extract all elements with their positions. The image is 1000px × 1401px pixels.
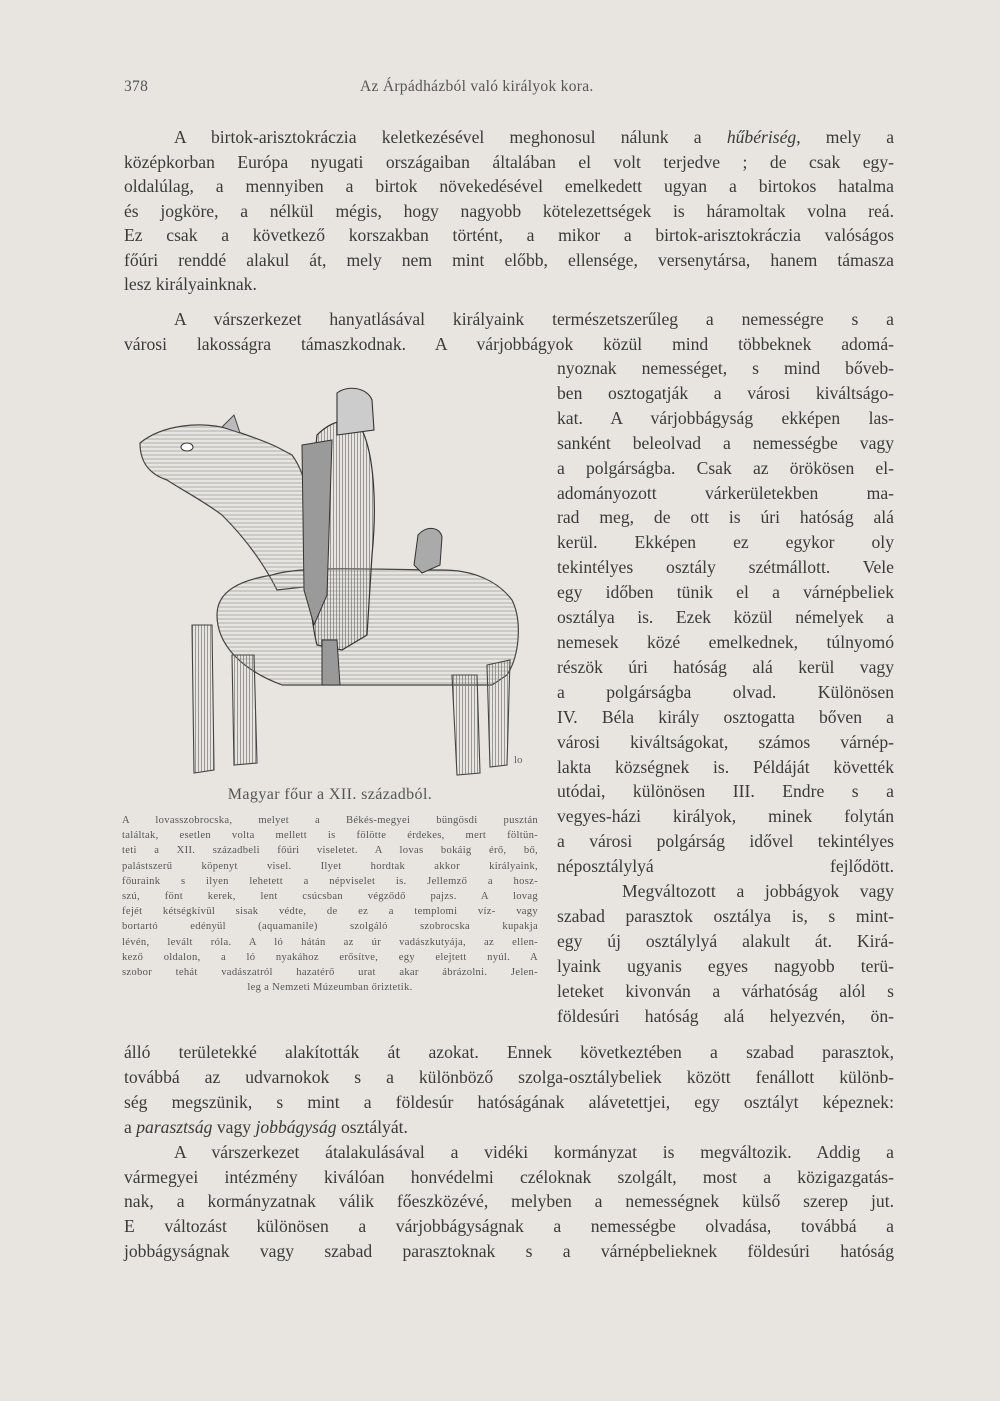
text-line: nak, a kormányzatnak válik főeszközévé, melyben a nemességnek külső szerep jut. xyxy=(124,1191,894,1212)
running-title: Az Árpádházból való királyok kora. xyxy=(360,78,594,95)
caption-line: kező oldalon, a ló nyakához erősítve, egy elejtett nyúl. A xyxy=(122,951,538,963)
text-line: földesúri hatóság alá helyezvén, ön- xyxy=(557,1005,894,1026)
text-line: A birtok-arisztokráczia keletkezésével meghonosul nálunk a hűbériség, mely a xyxy=(174,127,894,147)
text-line: néposztálylyá fejlődött. xyxy=(557,856,894,877)
artist-mark: lo xyxy=(514,754,523,766)
text-line: középkorban Európa nyugati országaiban általában el volt terjedve ; de csak egy- xyxy=(124,151,894,172)
horse-leg-hind-right xyxy=(487,660,510,767)
text-line: vegyes-házi királyok, minek folytán xyxy=(557,806,894,827)
italic-term-parasztsag: parasztság xyxy=(136,1116,213,1137)
text-line: lyaink ugyanis egyes nagyobb terü- xyxy=(557,955,894,976)
text-line: Ez csak a következő korszakban történt, a mikor a birtok-arisztokráczia valóságos xyxy=(124,225,894,245)
text-line: ség megszünik, s mint a földesúr hatóságának alávetettjei, egy osztályt képeznek: xyxy=(124,1091,894,1112)
hound-figure xyxy=(414,528,442,573)
text-line: a polgárságba olvad. Különösen xyxy=(557,681,894,702)
illustration-horseman-statuette xyxy=(122,385,534,785)
text-line: a polgárságba. Csak az örökösen el- xyxy=(557,457,894,478)
caption-line: A lovasszobrocska, melyet a Békés-megyei büngösdi pusztán xyxy=(122,815,538,826)
bottom-text-block xyxy=(124,1040,894,1264)
paragraph-feudalism xyxy=(124,125,894,297)
text-line: egy új osztálylyá alakult át. Kirá- xyxy=(557,930,894,951)
text-line: osztálya is. Ezek közül némelyek a xyxy=(557,607,894,628)
text-line: E változást különösen a várjobbágyságnak a nemességbe olvadása, továbbá a xyxy=(124,1216,894,1237)
text-line: vármegyei intézmény kiválóan honvédelmi czéloknak szolgált, most a közigazgatás- xyxy=(124,1166,894,1187)
text-line: részök úri hatóság alá kerül vagy xyxy=(557,656,894,677)
text-line: főúri renddé alakul át, mely nem mint előbb, ellensége, versenytársa, hanem támasza xyxy=(124,249,894,270)
text-line: továbbá az udvarnokok s a különböző szolga-osztálybeliek között fenállott különb- xyxy=(124,1066,894,1087)
horseman-statuette-drawing xyxy=(122,385,534,785)
horse-leg-front-left xyxy=(192,625,214,773)
text-line: utódai, különösen III. Endre s a xyxy=(557,781,894,802)
text-line: IV. Béla király osztogatta bőven a xyxy=(557,706,894,727)
text-line: városi kiváltságokat, számos várnép- xyxy=(557,731,894,752)
text-line: Megváltozott a jobbágyok vagy xyxy=(622,881,894,902)
text-line: a városi polgárság idővel tekintélyes xyxy=(557,831,894,852)
horse-leg-front-right xyxy=(232,655,257,765)
text-line: tekintélyes osztály szétmállott. Vele xyxy=(557,557,894,578)
text-line: kerül. Ekképen ez egykor oly xyxy=(557,532,894,553)
italic-term-hubeiseg: hűbériség xyxy=(726,127,797,147)
text-line: szabad parasztok osztálya is, s mint- xyxy=(557,905,894,926)
text-line: A várszerkezet átalakulásával a vidéki kormányzat is megváltozik. Addig a xyxy=(174,1141,894,1162)
text-line: sanként beleolvad a nemességbe vagy xyxy=(557,432,894,453)
text-line: ben osztogatják a városi kiváltságo- xyxy=(557,382,894,403)
caption-line: főuraink s ilyen lehetett a népviselet is. Jellemző a hosz- xyxy=(122,875,538,887)
caption-line: palástszerű köpenyt visel. Ilyet hordtak akkor királyaink, xyxy=(122,860,538,872)
figure-caption-body xyxy=(122,813,538,995)
italic-term-jobbagysag: jobbágyság xyxy=(255,1116,337,1137)
text-line: A várszerkezet hanyatlásával királyaink természetszerűleg a nemességre s a xyxy=(174,309,894,329)
right-column-text xyxy=(557,356,894,1028)
text-line: lesz királyainknak. xyxy=(124,274,257,294)
caption-line: fejét kétségkívül sisak védte, de ez a templomi víz- vagy xyxy=(122,906,538,918)
text-line: adományozott várkerületekben ma- xyxy=(557,482,894,503)
horse-eye xyxy=(181,443,193,451)
text-line: és jogköre, a nélkül mégis, hogy nagyobb kötelezettségek is háramoltak volna reá. xyxy=(124,200,894,221)
caption-line: teti a XII. századbeli főúri viseletet. A lovas bokáig érő, bő, xyxy=(122,845,538,857)
page-number: 378 xyxy=(124,78,149,95)
caption-line: lévén, levált róla. A ló hátán az úr vadászkutyája, az ellen- xyxy=(122,936,538,948)
caption-line: szobor tehát vadászatról hazatérő urat akar ábrázolni. Jelen- xyxy=(122,967,538,979)
figure-caption-title: Magyar főur a XII. századból. xyxy=(227,786,433,803)
text-line: álló területekké alakították át azokat. Ennek következtében a szabad parasztok, xyxy=(124,1042,894,1062)
text-line: jobbágyságnak vagy szabad parasztoknak s a várnépbelieknek földesúri hatóság xyxy=(124,1241,894,1262)
text-line: rad meg, de ott is úri hatóság alá xyxy=(557,507,894,528)
rider-legs xyxy=(322,640,340,685)
text-line: nyoznak nemességet, s mind bőveb- xyxy=(557,358,894,378)
text-line: lakta községnek is. Példáját követték xyxy=(557,756,894,777)
caption-line: leg a Nemzeti Múzeumban őriztetik. xyxy=(247,982,413,994)
text-line: kat. A várjobbágyság ekképen las- xyxy=(557,407,894,428)
rider-head xyxy=(337,388,374,435)
horse-leg-hind-left xyxy=(452,675,480,775)
paragraph-castle-system xyxy=(124,307,894,356)
text-line: leteket kivonván a várhatóság alól s xyxy=(557,980,894,1001)
caption-line: bortartó edényül (aquamanile) szolgáló szobrocska kupakja xyxy=(122,921,538,933)
text-line: városi lakosságra támaszkodnak. A várjobbágyok közül mind többeknek adomá- xyxy=(124,333,894,354)
caption-line: szú, fönt kerek, lent csúcsban végződő pajzs. A lovag xyxy=(122,891,538,903)
text-line: nemesek közé emelkednek, túlnyomó xyxy=(557,631,894,652)
text-line: egy időben tünik el a várnépbeliek xyxy=(557,582,894,603)
horse-head xyxy=(140,425,322,590)
text-line: oldalúlag, a mennyiben a birtok növekedésével emelkedett ugyan a birtokos hatalma xyxy=(124,176,894,196)
caption-line: találtak, esetlen volta mellett is fölötte érdekes, mert föltün- xyxy=(122,830,538,842)
text-line: a parasztság vagy jobbágyság osztályát. xyxy=(124,1116,408,1137)
